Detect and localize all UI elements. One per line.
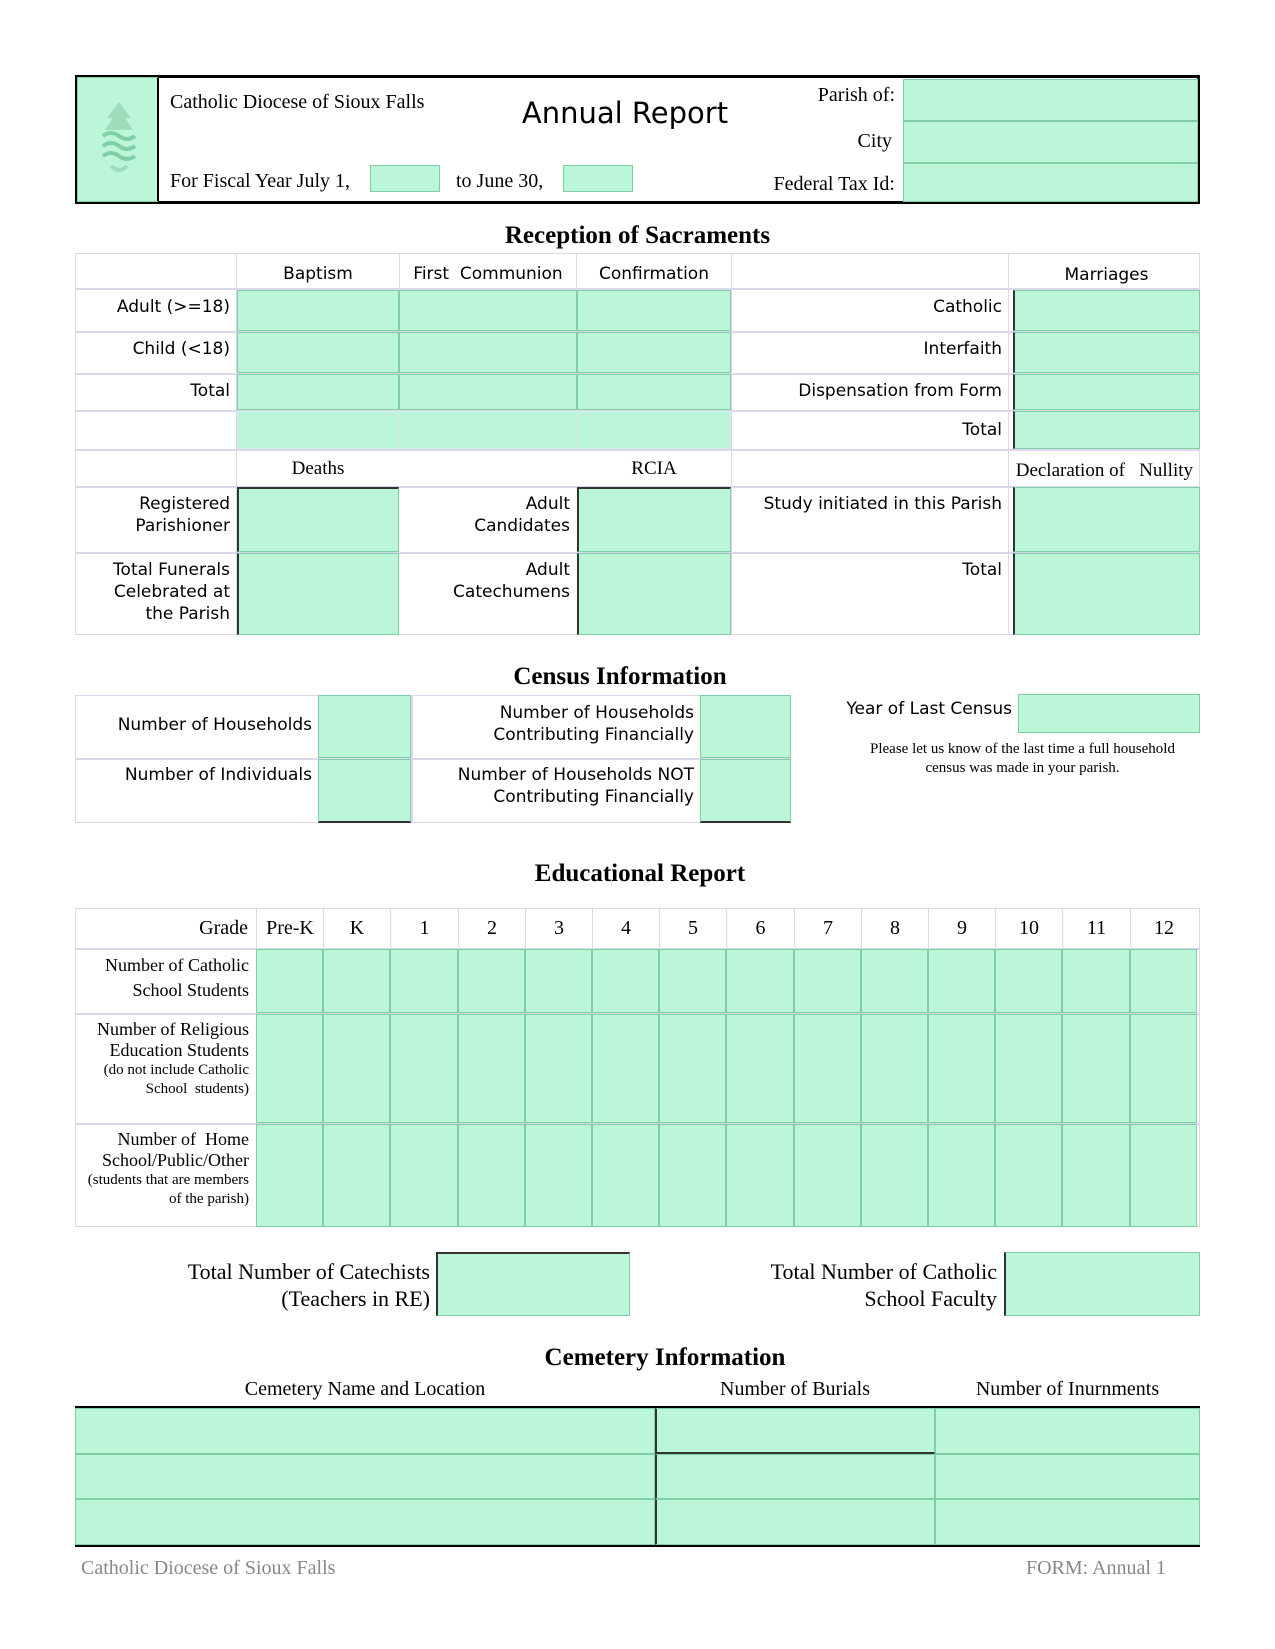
marriage-dispensation-field[interactable] (1013, 374, 1200, 410)
home-school-note: (students that are members of the parish) (87, 1172, 249, 1207)
households-field[interactable] (318, 695, 411, 758)
religious-ed-grade-10-field[interactable] (995, 1014, 1062, 1123)
col-confirmation: Confirmation (599, 264, 709, 284)
cemetery-col-inurnments: Number of Inurnments (975, 1378, 1160, 1400)
religious-ed-grade-6-field[interactable] (726, 1014, 794, 1123)
grade-header-2: 2 (458, 908, 525, 948)
not-contributing-label: Number of Households NOT Contributing Financially (457, 765, 694, 807)
catechists-label (150, 1258, 430, 1312)
row-adult: Adult (>=18) (116, 297, 230, 317)
marriage-interfaith-label: Interfaith (923, 339, 1002, 359)
marriage-total-field[interactable] (1013, 411, 1200, 449)
confirmation-total-field[interactable] (577, 374, 731, 410)
grade-header-1: 1 (390, 908, 458, 948)
catholic-school-grade-4-field[interactable] (592, 949, 659, 1013)
communion-total-field[interactable] (399, 374, 577, 410)
nullity-header: Declaration of Nullity (1015, 460, 1193, 481)
catholic-school-label: Number of Catholic School Students (105, 955, 249, 1000)
cemetery-inurnments-field-2[interactable] (935, 1454, 1200, 1499)
registered-parishioner-label: Registered Parishioner (135, 494, 230, 536)
religious-ed-grade-2-field[interactable] (458, 1014, 525, 1123)
last-census-field[interactable] (1018, 694, 1200, 733)
home-school-grade-pre-k-field[interactable] (256, 1124, 323, 1227)
home-school-grade-k-field[interactable] (323, 1124, 390, 1227)
grade-header-5: 5 (659, 908, 726, 948)
catholic-school-grade-pre-k-field[interactable] (256, 949, 323, 1013)
deaths-header: Deaths (291, 458, 345, 479)
baptism-extra-field[interactable] (237, 411, 399, 449)
catechists-line2: (Teachers in RE) (281, 1286, 430, 1311)
education-title: Educational Report (534, 860, 746, 887)
home-school-main: Number of Home School/Public/Other (102, 1129, 254, 1170)
col-first-communion: First Communion (413, 264, 563, 284)
diocese-logo-panel (77, 77, 159, 202)
grade-header-11: 11 (1062, 908, 1130, 948)
cemetery-burials-field-2[interactable] (655, 1454, 935, 1499)
home-school-grade-8-field[interactable] (861, 1124, 928, 1227)
catholic-school-grade-1-field[interactable] (390, 949, 458, 1013)
marriage-catholic-field[interactable] (1013, 290, 1200, 331)
religious-ed-grade-9-field[interactable] (928, 1014, 995, 1123)
confirmation-extra-field[interactable] (577, 411, 731, 449)
grade-header-12: 12 (1130, 908, 1197, 948)
fiscal-year-end-field[interactable] (563, 165, 633, 192)
catholic-school-grade-9-field[interactable] (928, 949, 995, 1013)
faculty-field[interactable] (1004, 1252, 1200, 1316)
last-census-label: Year of Last Census (846, 699, 1012, 719)
communion-adult-field[interactable] (399, 290, 577, 331)
marriage-catholic-label: Catholic (933, 297, 1002, 317)
households-label: Number of Households (117, 715, 312, 735)
cemetery-inurnments-field-3[interactable] (935, 1499, 1200, 1545)
cemetery-name-field-1[interactable] (75, 1408, 655, 1454)
contributing-field[interactable] (700, 695, 791, 758)
religious-ed-grade-11-field[interactable] (1062, 1014, 1130, 1123)
home-school-grade-11-field[interactable] (1062, 1124, 1130, 1227)
catholic-school-grade-3-field[interactable] (525, 949, 592, 1013)
religious-ed-grade-12-field[interactable] (1130, 1014, 1197, 1123)
religious-ed-grade-8-field[interactable] (861, 1014, 928, 1123)
grade-header-10: 10 (995, 908, 1062, 948)
faculty-line1: Total Number of Catholic (770, 1259, 997, 1284)
home-school-grade-12-field[interactable] (1130, 1124, 1197, 1227)
catholic-school-grade-k-field[interactable] (323, 949, 390, 1013)
catholic-school-grade-10-field[interactable] (995, 949, 1062, 1013)
nullity-study-field[interactable] (1013, 487, 1200, 552)
grade-header-k: K (323, 908, 390, 948)
fiscal-year-start-field[interactable] (370, 165, 440, 192)
census-note: Please let us know of the last time a full household census was made in your parish. (870, 741, 1175, 776)
grade-header-3: 3 (525, 908, 592, 948)
home-school-grade-10-field[interactable] (995, 1124, 1062, 1227)
cemetery-col-burials: Number of Burials (720, 1378, 870, 1400)
footer-left: Catholic Diocese of Sioux Falls (81, 1557, 336, 1579)
baptism-child-field[interactable] (237, 332, 399, 373)
not-contributing-field[interactable] (700, 759, 791, 823)
religious-ed-grade-3-field[interactable] (525, 1014, 592, 1123)
tax-id-field[interactable] (903, 163, 1198, 202)
religious-ed-grade-4-field[interactable] (592, 1014, 659, 1123)
religious-ed-grade-7-field[interactable] (794, 1014, 861, 1123)
total-funerals-field[interactable] (237, 553, 399, 635)
communion-child-field[interactable] (399, 332, 577, 373)
catechists-line1: Total Number of Catechists (187, 1259, 430, 1284)
grade-header-6: 6 (726, 908, 794, 948)
individuals-label: Number of Individuals (124, 765, 312, 785)
home-school-grade-9-field[interactable] (928, 1124, 995, 1227)
religious-ed-note: (do not include Catholic School students) (103, 1062, 253, 1097)
adult-candidates-field[interactable] (577, 487, 731, 552)
religious-ed-main: Number of Religious Education Students (97, 1019, 249, 1060)
col-baptism: Baptism (283, 264, 353, 284)
cemetery-name-field-2[interactable] (75, 1454, 655, 1499)
grade-header-9: 9 (928, 908, 995, 948)
crest-icon (89, 100, 149, 180)
confirmation-child-field[interactable] (577, 332, 731, 373)
fiscal-year-label: For Fiscal Year July 1, (170, 170, 351, 192)
cemetery-burials-field-3[interactable] (655, 1499, 935, 1545)
home-school-grade-1-field[interactable] (390, 1124, 458, 1227)
marriage-interfaith-field[interactable] (1013, 332, 1200, 373)
catholic-school-grade-8-field[interactable] (861, 949, 928, 1013)
religious-ed-grade-k-field[interactable] (323, 1014, 390, 1123)
catholic-school-grade-11-field[interactable] (1062, 949, 1130, 1013)
parish-field[interactable] (903, 79, 1198, 121)
religious-ed-grade-5-field[interactable] (659, 1014, 726, 1123)
contributing-label: Number of Households Contributing Financially (493, 703, 694, 745)
grade-header-7: 7 (794, 908, 861, 948)
cemetery-col-name: Cemetery Name and Location (244, 1378, 486, 1400)
home-school-grade-6-field[interactable] (726, 1124, 794, 1227)
baptism-total-field[interactable] (237, 374, 399, 410)
cemetery-burials-field-1[interactable] (655, 1408, 935, 1454)
total-funerals-label: Total Funerals Celebrated at the Parish (113, 560, 230, 624)
baptism-adult-field[interactable] (237, 290, 399, 331)
confirmation-adult-field[interactable] (577, 290, 731, 331)
grade-header-8: 8 (861, 908, 928, 948)
grade-label: Grade (199, 917, 248, 939)
row-child: Child (<18) (132, 339, 230, 359)
home-school-grade-3-field[interactable] (525, 1124, 592, 1227)
individuals-field[interactable] (318, 759, 411, 823)
marriage-dispensation-label: Dispensation from Form (798, 381, 1002, 401)
census-title: Census Information (513, 663, 727, 690)
religious-ed-grade-1-field[interactable] (390, 1014, 458, 1123)
religious-ed-grade-pre-k-field[interactable] (256, 1014, 323, 1123)
catholic-school-grade-6-field[interactable] (726, 949, 794, 1013)
home-school-grade-2-field[interactable] (458, 1124, 525, 1227)
cemetery-title: Cemetery Information (544, 1344, 786, 1371)
communion-extra-field[interactable] (399, 411, 577, 449)
home-school-label (80, 1129, 254, 1209)
religious-ed-label (80, 1019, 253, 1099)
grade-header-pre-k: Pre-K (256, 908, 323, 948)
rcia-header: RCIA (631, 458, 677, 479)
catholic-school-grade-5-field[interactable] (659, 949, 726, 1013)
home-school-grade-5-field[interactable] (659, 1124, 726, 1227)
catholic-school-grade-12-field[interactable] (1130, 949, 1197, 1013)
marriage-total-label: Total (962, 420, 1002, 440)
adult-catechumens-label: Adult Catechumens (453, 560, 570, 602)
catholic-school-grade-7-field[interactable] (794, 949, 861, 1013)
faculty-line2: School Faculty (864, 1286, 997, 1311)
diocese-name: Catholic Diocese of Sioux Falls (170, 91, 425, 113)
row-total: Total (190, 381, 230, 401)
cemetery-name-field-3[interactable] (75, 1499, 655, 1545)
page-title: Annual Report (521, 96, 729, 130)
city-label: City (857, 130, 892, 152)
fiscal-year-to-label: to June 30, (456, 170, 544, 192)
footer-right: FORM: Annual 1 (1025, 1557, 1166, 1579)
col-marriages: Marriages (1064, 265, 1149, 285)
cemetery-inurnments-field-1[interactable] (935, 1408, 1200, 1454)
grade-header-4: 4 (592, 908, 659, 948)
home-school-grade-7-field[interactable] (794, 1124, 861, 1227)
parish-label: Parish of: (817, 84, 895, 106)
nullity-study-label: Study initiated in this Parish (763, 494, 1002, 514)
sacraments-title: Reception of Sacraments (504, 222, 771, 249)
adult-candidates-label: Adult Candidates (474, 494, 570, 536)
catholic-school-grade-2-field[interactable] (458, 949, 525, 1013)
tax-id-label: Federal Tax Id: (773, 173, 895, 195)
faculty-label (720, 1258, 997, 1312)
nullity-total-field[interactable] (1013, 553, 1200, 635)
adult-catechumens-field[interactable] (577, 553, 731, 635)
nullity-total-label: Total (962, 560, 1002, 580)
home-school-grade-4-field[interactable] (592, 1124, 659, 1227)
registered-parishioner-field[interactable] (237, 487, 399, 552)
city-field[interactable] (903, 121, 1198, 163)
catechists-field[interactable] (436, 1252, 630, 1316)
